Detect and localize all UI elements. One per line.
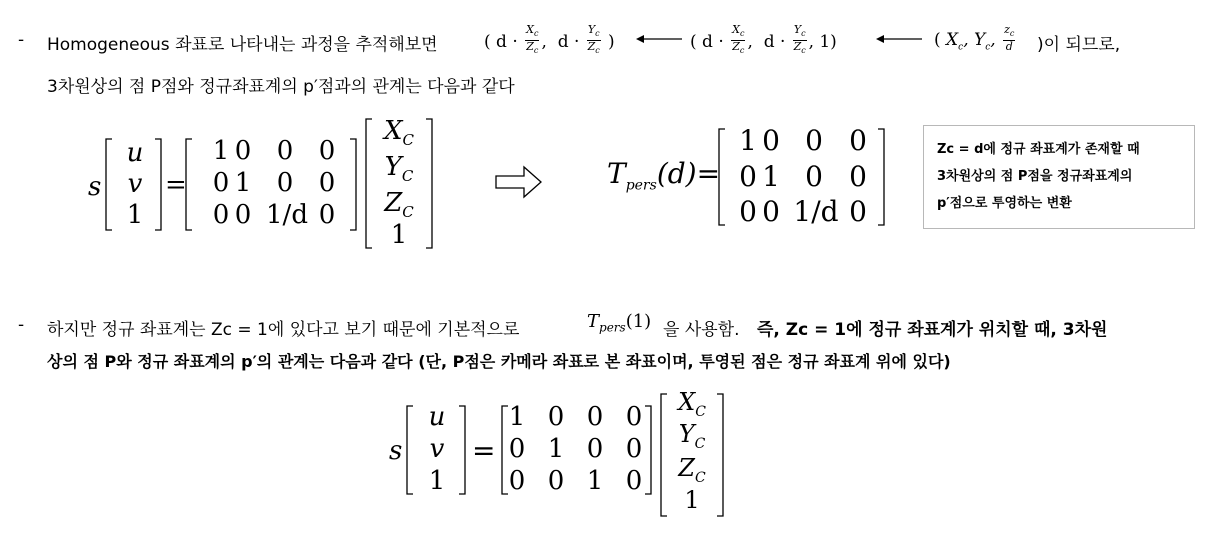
eq2-m-11: 1 — [547, 434, 565, 464]
eq2-m-21: 0 — [547, 466, 565, 496]
eq2-lhs-u: u — [428, 402, 446, 432]
eq2-m-23: 0 — [625, 466, 643, 496]
eq1-m2-11: 1 — [762, 160, 780, 193]
t-pers-d: $T_{pers}(d)=$ — [607, 157, 721, 194]
eq1-m2-03: 0 — [849, 124, 867, 157]
note-line-2: 3차원상의 점 P점을 정규좌표계의 — [937, 169, 1133, 184]
eq2-rhs-yc: $Y_C$ — [678, 420, 706, 452]
eq1-rhs-1: 1 — [390, 220, 408, 250]
eq1-m2-22: 1/d — [793, 195, 839, 228]
eq2-m-10: 0 — [508, 434, 526, 464]
eq2-lhs-1: 1 — [428, 466, 446, 496]
eq1-m2-12: 0 — [805, 160, 823, 193]
eq2-equals: = — [472, 434, 496, 467]
eq1-equals: = — [165, 170, 187, 200]
eq1-m2-10: 0 — [739, 160, 757, 193]
eq1-m2-21: 0 — [762, 195, 780, 228]
eq2-m-01: 0 — [547, 402, 565, 432]
eq2-s: s — [389, 436, 403, 466]
eq2-m-20: 0 — [508, 466, 526, 496]
eq1-m-21: 0 — [234, 200, 252, 230]
eq1-m-22: 1/d — [266, 200, 308, 230]
frac-xc-zc: $\frac{X_c}{Z_c}$ — [526, 23, 539, 56]
eq2-m-12: 0 — [586, 434, 604, 464]
eq2-m-13: 0 — [625, 434, 643, 464]
eq1-m-03: 0 — [318, 136, 336, 166]
eq1-rhs-yc: $Y_C$ — [384, 152, 414, 186]
eq1-m-20: 0 — [212, 200, 230, 230]
expr-step3: ( $X_c$, $Y_c$, $\frac{z_c}{d}$ — [934, 23, 1015, 54]
eq1-lhs-v: v — [127, 169, 143, 199]
eq1-s: s — [88, 172, 102, 202]
expr-d: d — [496, 32, 507, 53]
eq2-rhs-zc: $Z_C$ — [678, 454, 706, 486]
bullet-2: - — [18, 315, 25, 335]
section1-line2: 3차원상의 점 P점와 정규좌표계의 p′점과의 관계는 다음과 같다 — [47, 77, 515, 97]
eq1-lhs-u: u — [126, 138, 144, 168]
section2-line2-bold: 상의 점 P와 정규 좌표계의 p′의 관계는 다음과 같다 (단, P점은 카메라 좌표로 본 좌표이며, 투영된 점은 정규 좌표계 위에 있다) — [47, 352, 951, 371]
t-pers-1: $T_{pers}(1)$ — [587, 311, 652, 335]
eq1-rhs-xc: $X_C$ — [384, 116, 414, 150]
eq2-m-00: 1 — [508, 402, 526, 432]
eq1-m2-01: 0 — [762, 124, 780, 157]
eq1-m-02: 0 — [276, 136, 294, 166]
eq1-m-11: 1 — [234, 168, 252, 198]
eq2-m-02: 0 — [586, 402, 604, 432]
eq1-m-00: 1 — [212, 136, 230, 166]
eq1-rhs-zc: $Z_C$ — [384, 188, 414, 222]
eq2-rhs-1: 1 — [684, 486, 700, 514]
eq2-m-03: 0 — [625, 402, 643, 432]
eq1-lhs-1: 1 — [126, 200, 144, 230]
eq1-m-13: 0 — [318, 168, 336, 198]
eq2-lhs-v: v — [429, 434, 445, 464]
eq1-m2-23: 0 — [849, 195, 867, 228]
note-line-1: Zc = d에 정규 좌표계가 존재할 때 — [937, 142, 1140, 157]
expr-step2: ( d · $\frac{X_c}{Z_c}$ , d · $\frac{Y_c}{Z_c}$ , 1) — [690, 23, 837, 56]
eq2-m-22: 1 — [586, 466, 604, 496]
eq1-m-01: 0 — [234, 136, 252, 166]
section2-line1-bold: 즉, Zc = 1에 정규 좌표계가 위치할 때, 3차원 — [757, 320, 1108, 340]
bullet-1: - — [18, 30, 25, 50]
eq2-rhs-xc: $X_C$ — [678, 388, 706, 420]
note-line-3: p′점으로 투영하는 변환 — [937, 196, 1072, 211]
eq1-m-12: 0 — [276, 168, 294, 198]
eq1-m2-13: 0 — [849, 160, 867, 193]
eq1-m2-02: 0 — [805, 124, 823, 157]
section1-ending: )이 되므로, — [1037, 35, 1121, 55]
frac-yc-zc: $\frac{Y_c}{Z_c}$ — [587, 23, 600, 56]
eq1-m-10: 0 — [212, 168, 230, 198]
section2-line1-b: 을 사용함. — [663, 320, 740, 340]
section1-intro: Homogeneous 좌표로 나타내는 과정을 추적해보면 — [47, 35, 438, 55]
eq1-m2-00: 1 — [739, 124, 757, 157]
section2-line1-a: 하지만 정규 좌표계는 Zc = 1에 있다고 보기 때문에 기본적으로 — [47, 320, 520, 340]
eq1-m-23: 0 — [318, 200, 336, 230]
expr-step1: ( d · $\frac{X_c}{Z_c}$ , d · $\frac{Y_c}{Z_c}$ ) — [484, 23, 615, 56]
eq1-m2-20: 0 — [739, 195, 757, 228]
